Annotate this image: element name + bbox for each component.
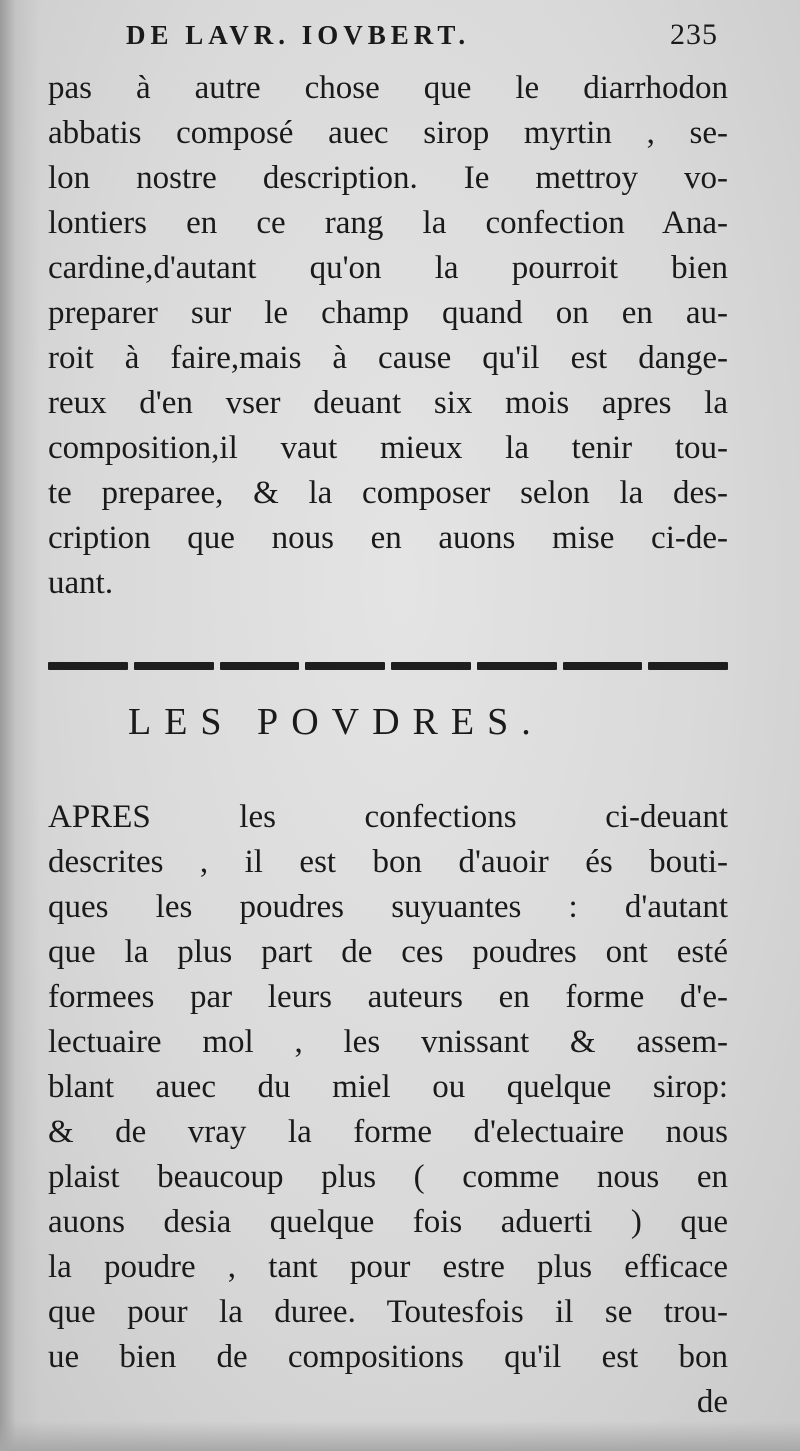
text-line: ue bien de compositions qu'il est bon [48,1339,728,1375]
section-heading: LES POVDRES. [128,701,544,743]
text-line: cription que nous en auons mise ci-de- [48,520,728,556]
text-line: te preparee, & la composer selon la des- [48,475,728,511]
text-line: que pour la duree. Toutesfois il se trou- [48,1294,728,1330]
bottom-edge-shadow [0,1421,800,1451]
text-line: lon nostre description. Ie mettroy vo- [48,160,728,196]
rule-segment [391,662,471,670]
text-line: formees par leurs auteurs en forme d'e- [48,979,728,1015]
text-line: la poudre , tant pour estre plus efficace [48,1249,728,1285]
text-line: que la plus part de ces poudres ont esté [48,934,728,970]
page-number: 235 [670,18,718,51]
paragraph-1 [48,66,728,606]
text-line: uant. [48,565,114,601]
text-line: reux d'en vser deuant six mois apres la [48,385,728,421]
text-line: plaist beaucoup plus ( comme nous en [48,1159,728,1195]
text-line: ques les poudres suyuantes : d'autant [48,889,728,925]
ornamental-rule [48,660,728,672]
text-line: auons desia quelque fois aduerti ) que [48,1204,728,1240]
text-line: APRES les confections ci-deuant [48,799,728,835]
text-line: roit à faire,mais à cause qu'il est dange- [48,340,728,376]
text-line: descrites , il est bon d'auoir és bouti- [48,844,728,880]
rule-segment [477,662,557,670]
rule-segment [305,662,385,670]
rule-segment [134,662,214,670]
text-line: abbatis composé auec sirop myrtin , se- [48,115,728,151]
catchword: de [696,1384,728,1420]
text-line: cardine,d'autant qu'on la pourroit bien [48,250,728,286]
running-head: DE LAVR. IOVBERT. [126,20,471,50]
text-line: composition,il vaut mieux la tenir tou- [48,430,728,466]
text-line: lontiers en ce rang la confection Ana- [48,205,728,241]
text-line: blant auec du miel ou quelque sirop: [48,1069,728,1105]
rule-segment [48,662,128,670]
text-line: lectuaire mol , les vnissant & assem- [48,1024,728,1060]
paragraph-2 [48,795,728,1425]
page-header [118,14,718,50]
text-line: pas à autre chose que le diarrhodon [48,70,728,106]
rule-segment [648,662,728,670]
rule-segment [220,662,300,670]
text-line: & de vray la forme d'electuaire nous [48,1114,728,1150]
rule-segment [563,662,643,670]
text-line: preparer sur le champ quand on en au- [48,295,728,331]
gutter-shadow [0,0,40,1451]
